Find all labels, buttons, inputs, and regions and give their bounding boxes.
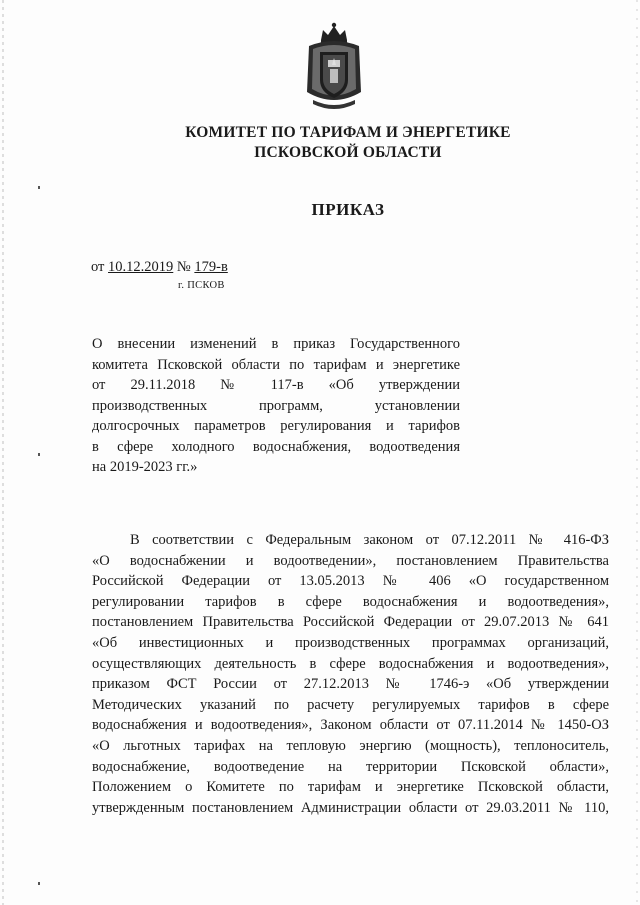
body-line: утвержденным постановлением Администрации области от 29.03.2011 № 110, xyxy=(92,799,609,816)
scan-speck xyxy=(38,882,40,885)
body-line: постановлением Правительства Российской Федерации от 29.07.2013 № 641 xyxy=(92,614,609,631)
document-date: 10.12.2019 xyxy=(108,259,174,275)
scan-edge-left xyxy=(2,0,4,905)
body-line: водоснабжение, водоотведение на территории Псковской области», xyxy=(92,758,609,775)
body-line: регулировании тарифов в сфере водоснабжения и водоотведения», xyxy=(92,593,609,610)
subject-line: от 29.11.2018 № 117-в «Об утверждении xyxy=(92,377,460,393)
subject-line: в сфере холодного водоснабжения, водоотведения xyxy=(92,438,460,455)
date-number-line xyxy=(91,259,228,276)
scan-speck xyxy=(38,186,40,189)
subject-line: комитета Псковской области по тарифам и энергетике xyxy=(92,356,460,373)
body-line: водоснабжения и водоотведения», Законом области от 07.11.2014 № 1450-ОЗ xyxy=(92,717,609,734)
body-line: Положением о Комитете по тарифам и энергетике Псковской области, xyxy=(92,779,609,796)
subject-line: на 2019-2023 гг.» xyxy=(92,459,198,475)
number-sign: № xyxy=(173,259,195,275)
coat-of-arms-emblem xyxy=(303,22,365,112)
body-line: Российской Федерации от 13.05.2013 № 406 «О государственном xyxy=(92,573,609,590)
body-line: осуществляющих деятельность в сфере водоснабжения и водоотведения», xyxy=(92,655,609,672)
document-number: 179-в xyxy=(194,259,228,275)
body-line: приказом ФСТ России от 27.12.2013 № 1746-э «Об утверждении xyxy=(92,676,609,693)
subject-line: О внесении изменений в приказ Государственного xyxy=(92,336,460,352)
document-subject xyxy=(92,334,460,478)
document-city: г. ПСКОВ xyxy=(178,280,225,291)
body-line: Методических указаний по расчету регулируемых тарифов в сфере xyxy=(92,696,609,713)
body-line: «О водоснабжении и водоотведении», постановлением Правительства xyxy=(92,552,609,569)
organization-name-line2: ПСКОВСКОЙ ОБЛАСТИ xyxy=(254,144,442,161)
body-line: В соответствии с Федеральным законом от 07.12.2011 № 416-ФЗ xyxy=(130,532,609,548)
document-title: ПРИКАЗ xyxy=(311,200,385,219)
document-body xyxy=(92,530,609,818)
date-prefix: от xyxy=(91,259,109,275)
scan-speck xyxy=(38,453,40,456)
organization-name-line1: КОМИТЕТ ПО ТАРИФАМ И ЭНЕРГЕТИКЕ xyxy=(185,124,511,141)
subject-line: долгосрочных параметров регулирования и тарифов xyxy=(92,418,460,434)
body-line: «О льготных тарифах на тепловую энергию (мощность), теплоноситель, xyxy=(92,737,609,754)
body-line: «Об инвестиционных и производственных программах организаций, xyxy=(92,634,609,651)
subject-line: производственных программ, установлении xyxy=(92,397,460,414)
